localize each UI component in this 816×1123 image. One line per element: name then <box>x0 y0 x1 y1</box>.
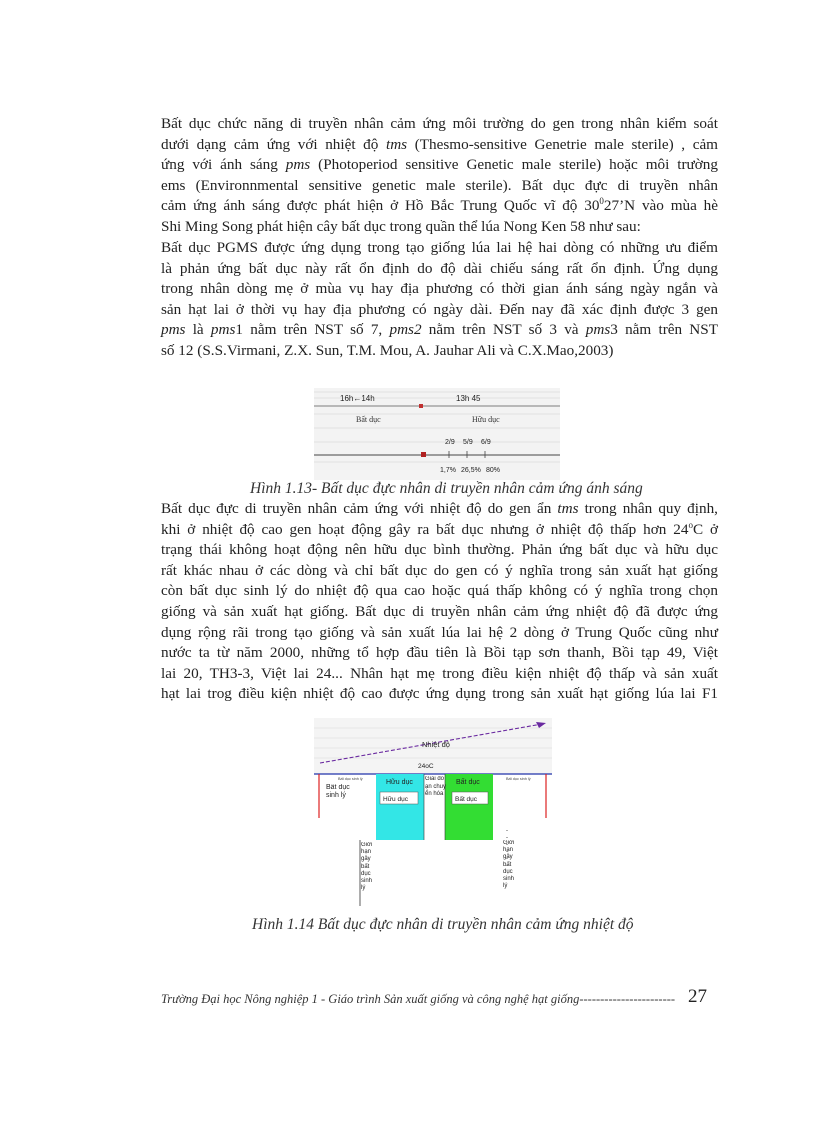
text-line: số 12 (S.S.Virmani, Z.X. Sun, T.M. Mou, A. Jauhar Ali và C.X.Mao,2003) <box>161 341 614 359</box>
text-line: pms là pms1 nằm trên NST số 7, pms2 nằm trên NST số 3 và pms3 nằm trên NST <box>161 321 719 339</box>
figure-1-14-caption: Hình 1.14 Bất dục đực nhân di truyền nhân cảm ứng nhiệt độ <box>252 916 634 933</box>
text-line: ems (Environnmental sensitive genetic male sterile). Bất dục đực di truyền nhân <box>161 176 718 194</box>
paragraph-1 <box>161 114 718 238</box>
fig14-limit-right-wrap <box>503 840 523 906</box>
fig13-percent-label: 26,5% <box>461 467 481 474</box>
figure-1-14 <box>314 718 552 910</box>
fig14-zone1-label: Bất dục sinh lý <box>326 784 350 799</box>
fig13-tick-label: 5/9 <box>463 439 473 446</box>
text-line: dụng rộng rãi trong tạo giống và sản xuất lúa lai hệ 2 dòng ở Trung Quốc cũng như <box>161 623 718 641</box>
fig14-limit-left: Giới hạn gây bất dục sinh lý <box>361 842 373 892</box>
fig13-label-sterile: Bất dục <box>356 415 381 424</box>
fig14-zone3-label-wrap <box>425 776 447 826</box>
page-number: 27 <box>688 986 707 1007</box>
fig14-zone2-head: Hữu dục <box>386 779 413 786</box>
fig14-zone1-label-wrap <box>326 784 374 814</box>
text-line: Shi Ming Song phát hiện cây bất dục trong quần thể lúa Nong Ken 58 như sau: <box>161 217 641 235</box>
fig13-label-fertile: Hữu dục <box>472 415 500 424</box>
fig14-zone3-label: Giai đoạn chuyển hóa <box>425 776 447 797</box>
paragraph-3 <box>161 499 718 705</box>
fig14-zone4-head: Bất dục <box>456 779 480 786</box>
text-line: là phản ứng bất dục này rất ổn định do độ dài chiếu sáng rất ổn định. Ứng dụng <box>161 259 718 277</box>
fig14-limit-right: Giới hạn gây bất dục sinh lý <box>503 840 515 890</box>
text-line: ứng với ánh sáng pms (Photoperiod sensitive Genetic male sterile) hoặc môi trường <box>161 156 718 174</box>
text-line: Bất dục chức năng di truyền nhân cảm ứng môi trường do gen trong nhân kiểm soát <box>161 115 718 132</box>
fig14-small-right: Bất dục sinh lý <box>506 777 531 781</box>
text-line: khi ở nhiệt độ cao gen hoạt động gây ra bất dục nhưng ở nhiệt độ thấp hơn 24$^o$C ở <box>161 519 718 538</box>
fig14-small-left: Bất dục sinh lý <box>338 777 363 781</box>
fig13-tick-label: 6/9 <box>481 439 491 446</box>
fig13-top-marker <box>419 404 423 408</box>
text-line: giống và sản xuất hạt giống. Bất dục di truyền nhân cảm ứng nhiệt độ đã được ứng <box>161 602 718 620</box>
text-line: nước ta từ năm 2000, những tổ hợp đầu tiên là Bồi tạp sơn thanh, Bồi tạp 49, Việt <box>161 644 718 662</box>
fig14-zone4-box-label: Bất dục <box>455 796 478 803</box>
fig13-percent-label: 1,7% <box>440 467 456 474</box>
text-line: hạt lai trog điều kiện nhiệt độ cao được ứng dụng trong sản xuất hạt giống lúa lai F1 <box>161 685 718 703</box>
text-line: trạng thái không hoạt động nên hữu dục bình thường. Phản ứng bất dục và hữu dục <box>161 541 718 559</box>
text-line: sản hạt lai ở thời vụ hay địa phương có ngày dài. Đến nay đã xác định được 3 gen <box>161 300 718 318</box>
text-line: lai 20, TH3-3, Việt lai 24... Nhân hạt mẹ trong điều kiện nhiệt độ thấp và sản xuất <box>161 664 718 682</box>
fig13-bottom-marker <box>421 452 426 457</box>
fig13-tick-label: 2/9 <box>445 439 455 446</box>
page-footer: Trường Đại học Nông nghiệp 1 - Giáo trình Sản xuất giống và công nghệ hạt giống----------------------- <box>161 992 676 1006</box>
text-line: dưới dạng cảm ứng với nhiệt độ tms (Thesmo-sensitive Genetrie male sterile) , cảm <box>161 135 718 153</box>
text-line: còn bất dục sinh lý do nhiệt độ qua cao hoặc quá thấp không có ý nghĩa trong chọn <box>161 582 718 600</box>
fig13-percent-label: 80% <box>486 467 501 474</box>
figure-1-13-caption: Hình 1.13- Bất dục đực nhân di truyền nhân cảm ứng ánh sáng <box>250 480 643 497</box>
text-line: trong nhân dòng mẹ ở mùa vụ hay địa phương có thời gian ánh sáng ngày ngắn và <box>161 280 718 298</box>
fig14-zone2-box-label: Hữu dục <box>383 796 408 803</box>
text-line: rất khác nhau ở các dòng và chỉ bất dục do gen có ý nghĩa trong sản xuất hạt giống <box>161 561 718 579</box>
text-line: Bất dục PGMS được ứng dụng trong tạo giống lúa lai hệ hai dòng có những ưu điểm <box>161 239 718 256</box>
fig14-limit-left-wrap <box>361 842 381 908</box>
fig13-top-right: 13h 45 <box>456 394 481 403</box>
fig14-arrow-label: Nhiệt độ <box>422 740 450 749</box>
fig13-top-left: 16h←14h <box>340 394 375 403</box>
text-line: cảm ứng ánh sáng được phát hiện ở Hồ Bắc Trung Quốc vĩ độ $30^027’N$ vào mùa hè <box>161 196 718 215</box>
text-line: Bất dục đực di truyền nhân cảm ứng với nhiệt độ do gen ẩn tms trong nhân quy định, <box>161 500 718 517</box>
figure-1-13 <box>314 388 560 480</box>
fig14-temp-label: 24oC <box>418 763 434 770</box>
paragraph-2 <box>161 238 718 362</box>
